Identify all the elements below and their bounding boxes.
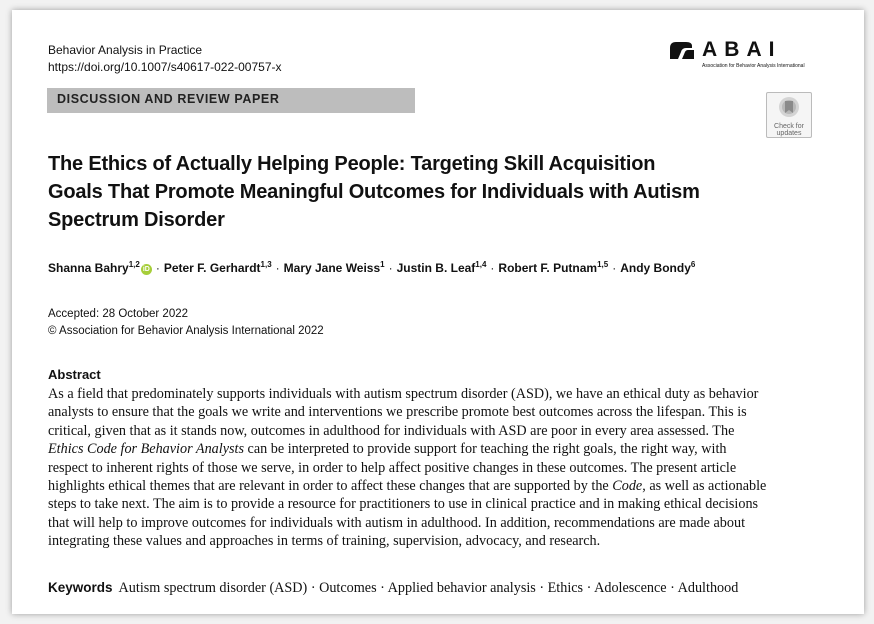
abstract-line: respect to inherent rights of those we serve, in order to help affect positive changes in these outcomes. The present article	[48, 459, 737, 476]
title-line-3: Spectrum Disorder	[48, 209, 225, 231]
author-affiliation: 1,3	[260, 260, 272, 269]
author-separator: ·	[388, 261, 393, 275]
abstract-text	[48, 385, 816, 551]
abstract-line: that will help to improve outcomes for individuals with autism in adulthood. In addition, recommendations are made about	[48, 514, 746, 531]
author-affiliation: 6	[690, 260, 696, 269]
abstract-italic-code-short: Code	[612, 478, 643, 495]
abstract-line: critical, given that as it stands now, outcomes in adulthood for individuals with ASD are poor in every area assessed. The	[48, 422, 735, 439]
author-separator: ·	[275, 261, 280, 275]
author-name[interactable]: Peter F. Gerhardt	[163, 261, 261, 275]
author-separator: ·	[155, 261, 160, 275]
check-updates-line1: Check for	[774, 123, 804, 130]
author-affiliation: 1,5	[597, 260, 609, 269]
author-affiliation: 1,4	[475, 260, 487, 269]
author-name[interactable]: Justin B. Leaf	[396, 261, 476, 275]
abai-subtitle: Association for Behavior Analysis International	[702, 63, 805, 69]
author-separator: ·	[490, 261, 495, 275]
author-affiliation: 1	[380, 260, 385, 269]
abai-mark-icon	[668, 39, 696, 61]
check-for-updates-button[interactable]	[766, 92, 812, 138]
article-meta	[48, 306, 324, 340]
abstract-line: As a field that predominately supports individuals with autism spectrum disorder (ASD), we have an ethical duty as behavior	[48, 386, 759, 402]
author-name[interactable]: Shanna Bahry	[48, 261, 129, 275]
accepted-date: Accepted: 28 October 2022	[48, 308, 189, 320]
bookmark-icon	[778, 96, 800, 118]
paper-page	[12, 10, 864, 614]
orcid-icon[interactable]: iD	[142, 266, 150, 273]
abai-logo	[668, 38, 818, 78]
abstract-line	[48, 440, 816, 458]
abstract-line-part: can be interpreted to provide support for teaching the right goals, the right way, with	[247, 441, 727, 458]
journal-name: Behavior Analysis in Practice	[48, 43, 203, 57]
abstract-line: analysts to ensure that the goals we write and interventions we prescribe promote best outcomes across the lifespan. This is	[48, 404, 747, 421]
author-name[interactable]: Robert F. Putnam	[498, 261, 598, 275]
copyright-notice: © Association for Behavior Analysis International 2022	[48, 325, 324, 337]
article-type-label: DISCUSSION AND REVIEW PAPER	[57, 92, 280, 106]
journal-info	[48, 42, 282, 76]
title-line-2: Goals That Promote Meaningful Outcomes for Individuals with Autism	[48, 181, 700, 203]
check-updates-line2: updates	[776, 130, 802, 137]
keywords-section	[48, 579, 738, 597]
abstract-italic-code: Ethics Code for Behavior Analysts	[48, 441, 244, 458]
keywords-label: Keywords	[48, 580, 113, 595]
article-type-banner	[47, 88, 415, 113]
abstract-line-part: , as well as actionable	[642, 478, 767, 495]
author-name[interactable]: Andy Bondy	[620, 261, 691, 275]
article-title	[48, 150, 808, 234]
title-line-1: The Ethics of Actually Helping People: Targeting Skill Acquisition	[48, 153, 656, 175]
abstract-line: steps to take next. The aim is to provide a resource for practitioners to use in clinical practice and in making ethical decisions	[48, 496, 759, 513]
abstract-line-part: highlights ethical themes that are relevant in order to affect these changes that are supported by the	[48, 478, 609, 495]
abai-letters: A B A I	[702, 38, 776, 61]
author-list	[48, 260, 828, 275]
author-separator: ·	[612, 261, 617, 275]
abstract-line: integrating these values and approaches in terms of training, supervision, advocacy, and research.	[48, 533, 601, 550]
abstract-line	[48, 477, 816, 495]
journal-doi[interactable]: https://doi.org/10.1007/s40617-022-00757-x	[48, 60, 282, 74]
keywords-list: Autism spectrum disorder (ASD) · Outcomes · Applied behavior analysis · Ethics · Adolescence · Adulthood	[118, 580, 739, 596]
author-name[interactable]: Mary Jane Weiss	[283, 261, 381, 275]
abstract-heading: Abstract	[48, 367, 101, 382]
author-affiliation: 1,2	[128, 260, 140, 269]
